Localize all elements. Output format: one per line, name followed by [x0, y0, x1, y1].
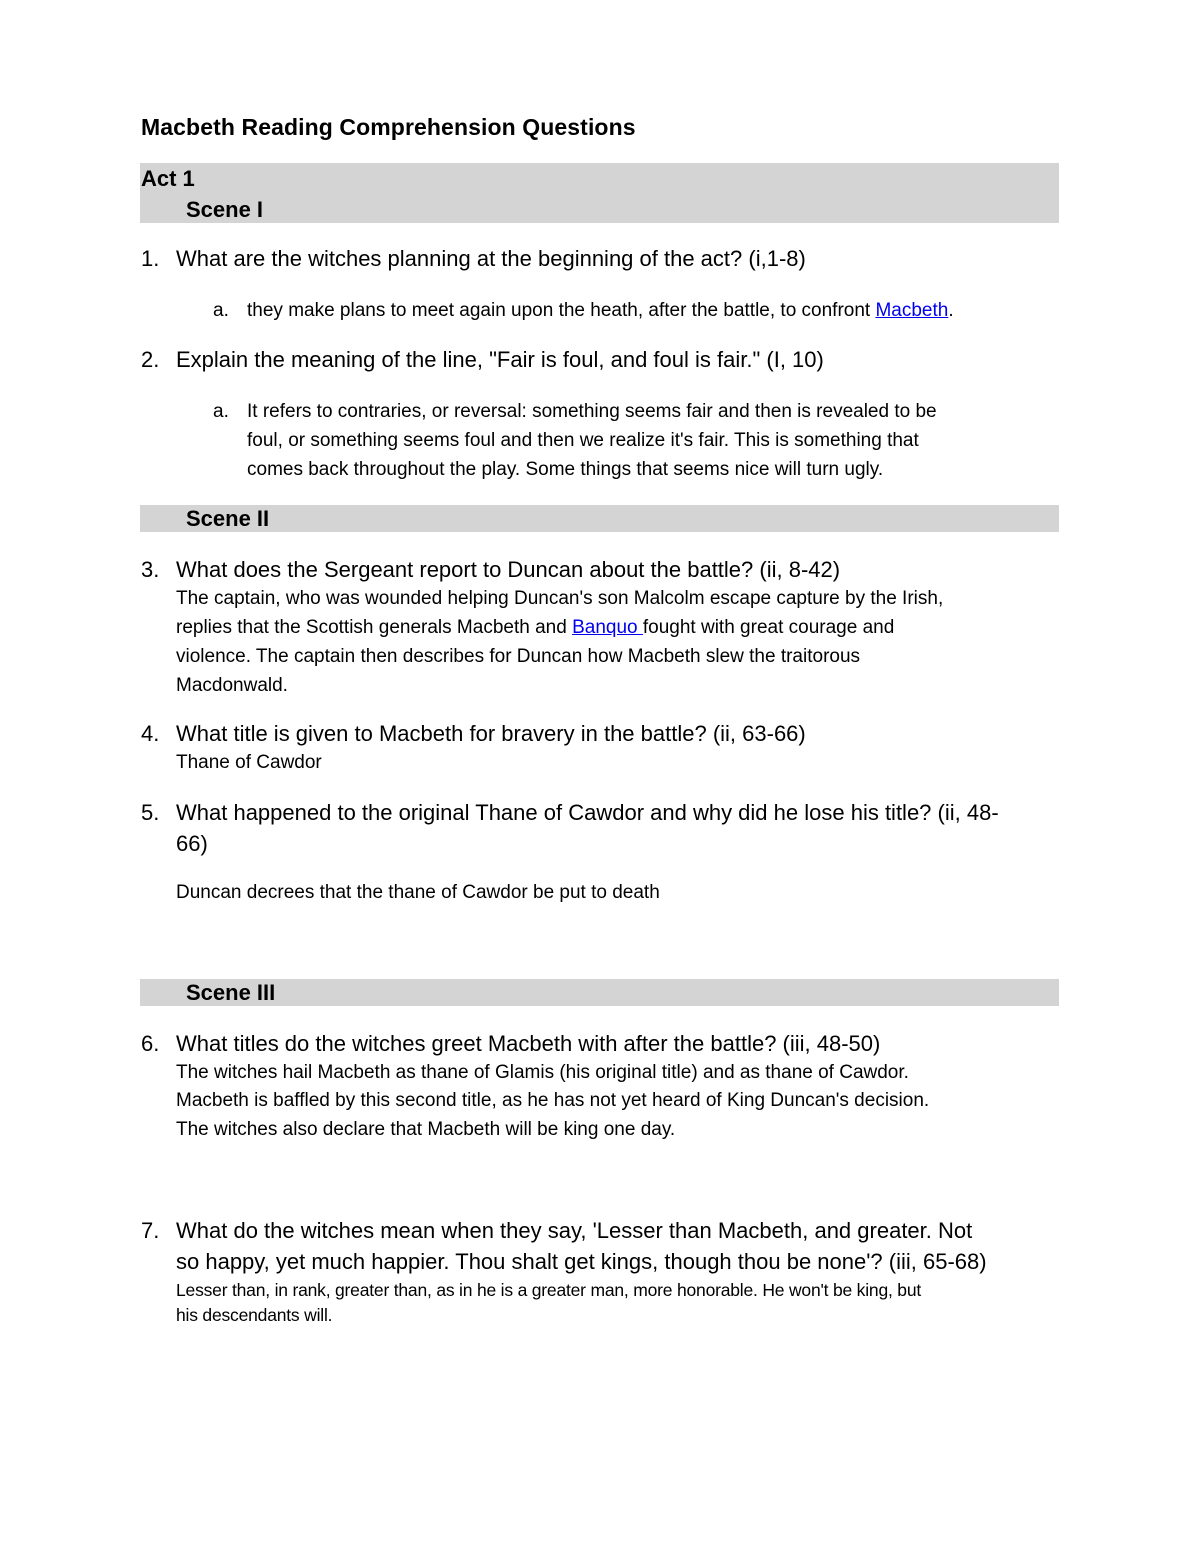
question-4-number: 4.: [141, 721, 160, 746]
scene-2-header: [140, 505, 1059, 532]
document-title: Macbeth Reading Comprehension Questions: [141, 114, 636, 140]
question-3-text: What does the Sergeant report to Duncan about the battle? (ii, 8-42): [176, 557, 841, 582]
answer-6-line: Macbeth is baffled by this second title, as he has not yet heard of King Duncan's decision.: [176, 1090, 930, 1111]
question-2-number: 2.: [141, 347, 160, 372]
question-2-text: Explain the meaning of the line, "Fair is foul, and foul is fair." (I, 10): [176, 347, 824, 372]
scene-3-label: Scene III: [186, 980, 276, 1005]
answer-5: Duncan decrees that the thane of Cawdor be put to death: [176, 882, 660, 903]
answer-7-line: Lesser than, in rank, greater than, as in he is a greater man, more honorable. He won't be king, but: [176, 1280, 922, 1300]
scene-2-label: Scene II: [186, 506, 270, 531]
act-1-header: [140, 163, 1059, 223]
scene-3-header: [140, 979, 1059, 1006]
answer-4: Thane of Cawdor: [176, 752, 322, 773]
question-5-number: 5.: [141, 800, 160, 825]
answer-1: they make plans to meet again upon the heath, after the battle, to confront Macbeth.: [247, 300, 954, 321]
question-1-text: What are the witches planning at the beginning of the act? (i,1-8): [176, 246, 806, 271]
question-6-text: What titles do the witches greet Macbeth with after the battle? (iii, 48-50): [176, 1031, 881, 1056]
answer-3-line: violence. The captain then describes for Duncan how Macbeth slew the traitorous: [176, 646, 861, 667]
answer-3-line: The captain, who was wounded helping Duncan's son Malcolm escape capture by the Irish,: [176, 588, 944, 609]
macbeth-link[interactable]: Macbeth: [875, 300, 949, 321]
answer-2-marker: a.: [213, 401, 229, 422]
answer-2-line: foul, or something seems foul and then we realize it's fair. This is something that: [247, 430, 919, 451]
answer-2-line: comes back throughout the play. Some things that seems nice will turn ugly.: [247, 459, 884, 480]
answer-3-line: replies that the Scottish generals Macbeth and Banquo fought with great courage and: [176, 617, 895, 638]
question-5-text-cont: 66): [176, 831, 208, 856]
question-7-number: 7.: [141, 1218, 160, 1243]
answer-6-line: The witches also declare that Macbeth will be king one day.: [176, 1119, 676, 1140]
question-6-number: 6.: [141, 1031, 160, 1056]
question-4-text: What title is given to Macbeth for bravery in the battle? (ii, 63-66): [176, 721, 806, 746]
question-7-text: What do the witches mean when they say, 'Lesser than Macbeth, and greater. Not: [176, 1218, 973, 1243]
answer-2-line: It refers to contraries, or reversal: something seems fair and then is revealed to be: [247, 401, 937, 422]
question-5-text: What happened to the original Thane of Cawdor and why did he lose his title? (ii, 48-: [176, 800, 999, 825]
answer-6-line: The witches hail Macbeth as thane of Glamis (his original title) and as thane of Cawdor.: [176, 1062, 909, 1083]
question-1-number: 1.: [141, 246, 160, 271]
question-7-text-cont: so happy, yet much happier. Thou shalt get kings, though thou be none'? (iii, 65-68): [176, 1249, 987, 1274]
scene-1-label: Scene I: [186, 197, 264, 222]
question-3-number: 3.: [141, 557, 160, 582]
answer-1-marker: a.: [213, 300, 229, 321]
answer-7-line: his descendants will.: [176, 1305, 333, 1325]
act-label: Act 1: [141, 166, 195, 191]
banquo-link[interactable]: Banquo: [572, 617, 643, 638]
answer-3-line: Macdonwald.: [176, 675, 288, 696]
